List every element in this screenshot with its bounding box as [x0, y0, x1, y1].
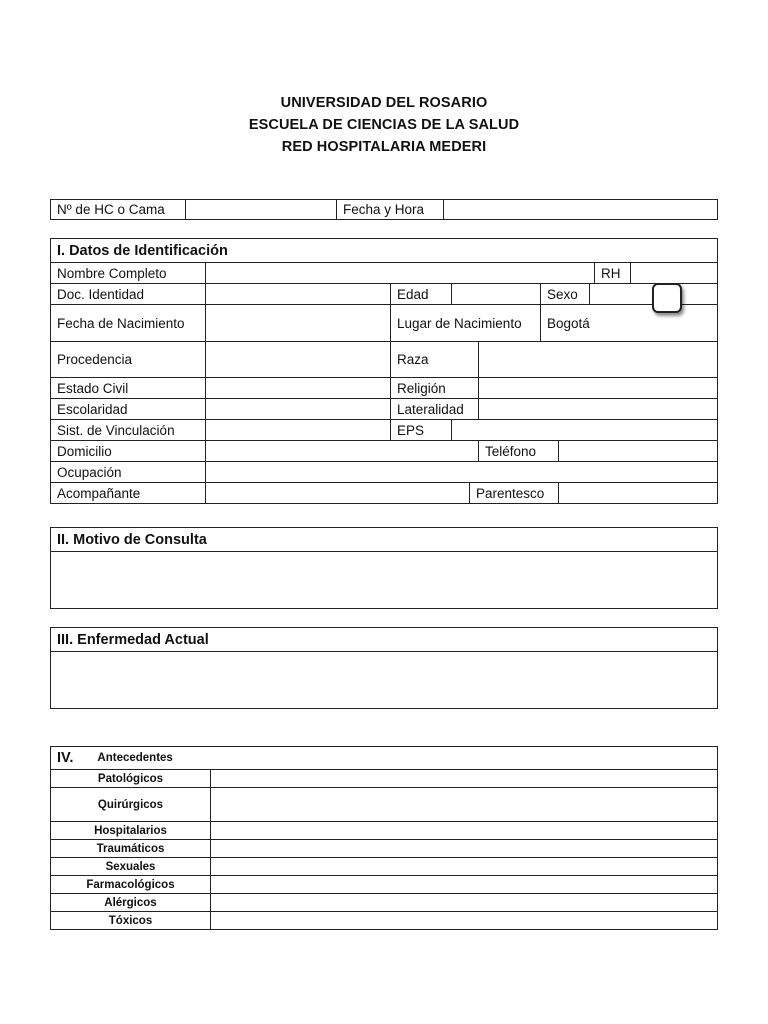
- lateralidad-label: Lateralidad: [390, 399, 478, 419]
- antecedente-field[interactable]: [210, 840, 717, 857]
- antecedente-label: Tóxicos: [108, 914, 153, 927]
- antecedente-field[interactable]: [210, 858, 717, 875]
- parentesco-label: Parentesco: [469, 483, 558, 503]
- antecedentes-number: IV.: [57, 750, 74, 766]
- antecedente-label: Patológicos: [97, 772, 164, 785]
- antecedente-label: Traumáticos: [96, 842, 165, 855]
- antecedente-label: Alérgicos: [104, 896, 157, 909]
- motivo-consulta-title: II. Motivo de Consulta: [57, 531, 207, 548]
- fecha-nacimiento-label: Fecha de Nacimiento: [57, 315, 185, 331]
- telefono-label: Teléfono: [478, 441, 558, 461]
- enfermedad-actual-field[interactable]: [51, 652, 717, 708]
- acompanante-label: Acompañante: [57, 485, 141, 501]
- eps-label: EPS: [390, 420, 451, 440]
- fecha-hora-field[interactable]: [443, 200, 717, 219]
- sexo-checkbox[interactable]: [652, 283, 682, 313]
- antecedente-field[interactable]: [210, 788, 717, 821]
- document-header: [0, 92, 768, 158]
- raza-field[interactable]: [478, 342, 717, 377]
- fecha-nacimiento-field[interactable]: [205, 305, 390, 341]
- ocupacion-field[interactable]: [205, 462, 717, 482]
- domicilio-label: Domicilio: [57, 443, 112, 459]
- lateralidad-field[interactable]: [478, 399, 717, 419]
- school-name: ESCUELA DE CIENCIAS DE LA SALUD: [248, 117, 520, 133]
- identificacion-table: [50, 238, 718, 504]
- antecedente-label: Sexuales: [105, 860, 156, 873]
- vinculacion-label: Sist. de Vinculación: [57, 422, 175, 438]
- procedencia-field[interactable]: [205, 342, 390, 377]
- university-name: UNIVERSIDAD DEL ROSARIO: [280, 95, 488, 111]
- raza-label: Raza: [390, 342, 478, 377]
- antecedente-field[interactable]: [210, 770, 717, 787]
- motivo-consulta-table: [50, 527, 718, 609]
- enfermedad-actual-table: [50, 627, 718, 709]
- antecedentes-table: [50, 746, 718, 930]
- escolaridad-field[interactable]: [205, 399, 390, 419]
- fecha-hora-label: Fecha y Hora: [336, 200, 443, 219]
- antecedente-field[interactable]: [210, 894, 717, 911]
- antecedente-field[interactable]: [210, 876, 717, 893]
- nombre-label: Nombre Completo: [57, 265, 167, 281]
- parentesco-field[interactable]: [558, 483, 717, 503]
- antecedente-label: Quirúrgicos: [97, 798, 164, 811]
- hc-field[interactable]: [185, 200, 336, 219]
- procedencia-label: Procedencia: [57, 352, 133, 367]
- antecedente-label: Hospitalarios: [94, 824, 167, 837]
- antecedentes-title: Antecedentes: [97, 752, 173, 764]
- edad-label: Edad: [390, 284, 451, 304]
- lugar-nacimiento-value[interactable]: Bogotá: [540, 305, 717, 341]
- religion-label: Religión: [390, 378, 478, 398]
- rh-label: RH: [594, 263, 630, 283]
- estado-civil-label: Estado Civil: [57, 380, 129, 396]
- nombre-field[interactable]: [205, 263, 594, 283]
- identificacion-title: I. Datos de Identificación: [57, 242, 228, 259]
- doc-identidad-field[interactable]: [205, 284, 390, 304]
- edad-field[interactable]: [451, 284, 540, 304]
- acompanante-field[interactable]: [205, 483, 469, 503]
- lugar-nacimiento-label: Lugar de Nacimiento: [390, 305, 540, 341]
- telefono-field[interactable]: [558, 441, 717, 461]
- escolaridad-label: Escolaridad: [57, 401, 128, 417]
- rh-field[interactable]: [630, 263, 717, 283]
- hc-fecha-table: [50, 199, 718, 220]
- antecedente-field[interactable]: [210, 822, 717, 839]
- hospital-network-name: RED HOSPITALARIA MEDERI: [281, 139, 487, 155]
- estado-civil-field[interactable]: [205, 378, 390, 398]
- hc-label: Nº de HC o Cama: [57, 202, 165, 217]
- antecedente-label: Farmacológicos: [86, 878, 175, 891]
- motivo-consulta-field[interactable]: [51, 552, 717, 608]
- religion-field[interactable]: [478, 378, 717, 398]
- ocupacion-label: Ocupación: [57, 464, 122, 480]
- antecedentes-title-row: [51, 747, 717, 769]
- domicilio-field[interactable]: [205, 441, 478, 461]
- sexo-label: Sexo: [540, 284, 589, 304]
- vinculacion-field[interactable]: [205, 420, 390, 440]
- eps-field[interactable]: [451, 420, 717, 440]
- enfermedad-actual-title: III. Enfermedad Actual: [57, 631, 209, 648]
- doc-identidad-label: Doc. Identidad: [57, 286, 145, 302]
- antecedente-field[interactable]: [210, 912, 717, 929]
